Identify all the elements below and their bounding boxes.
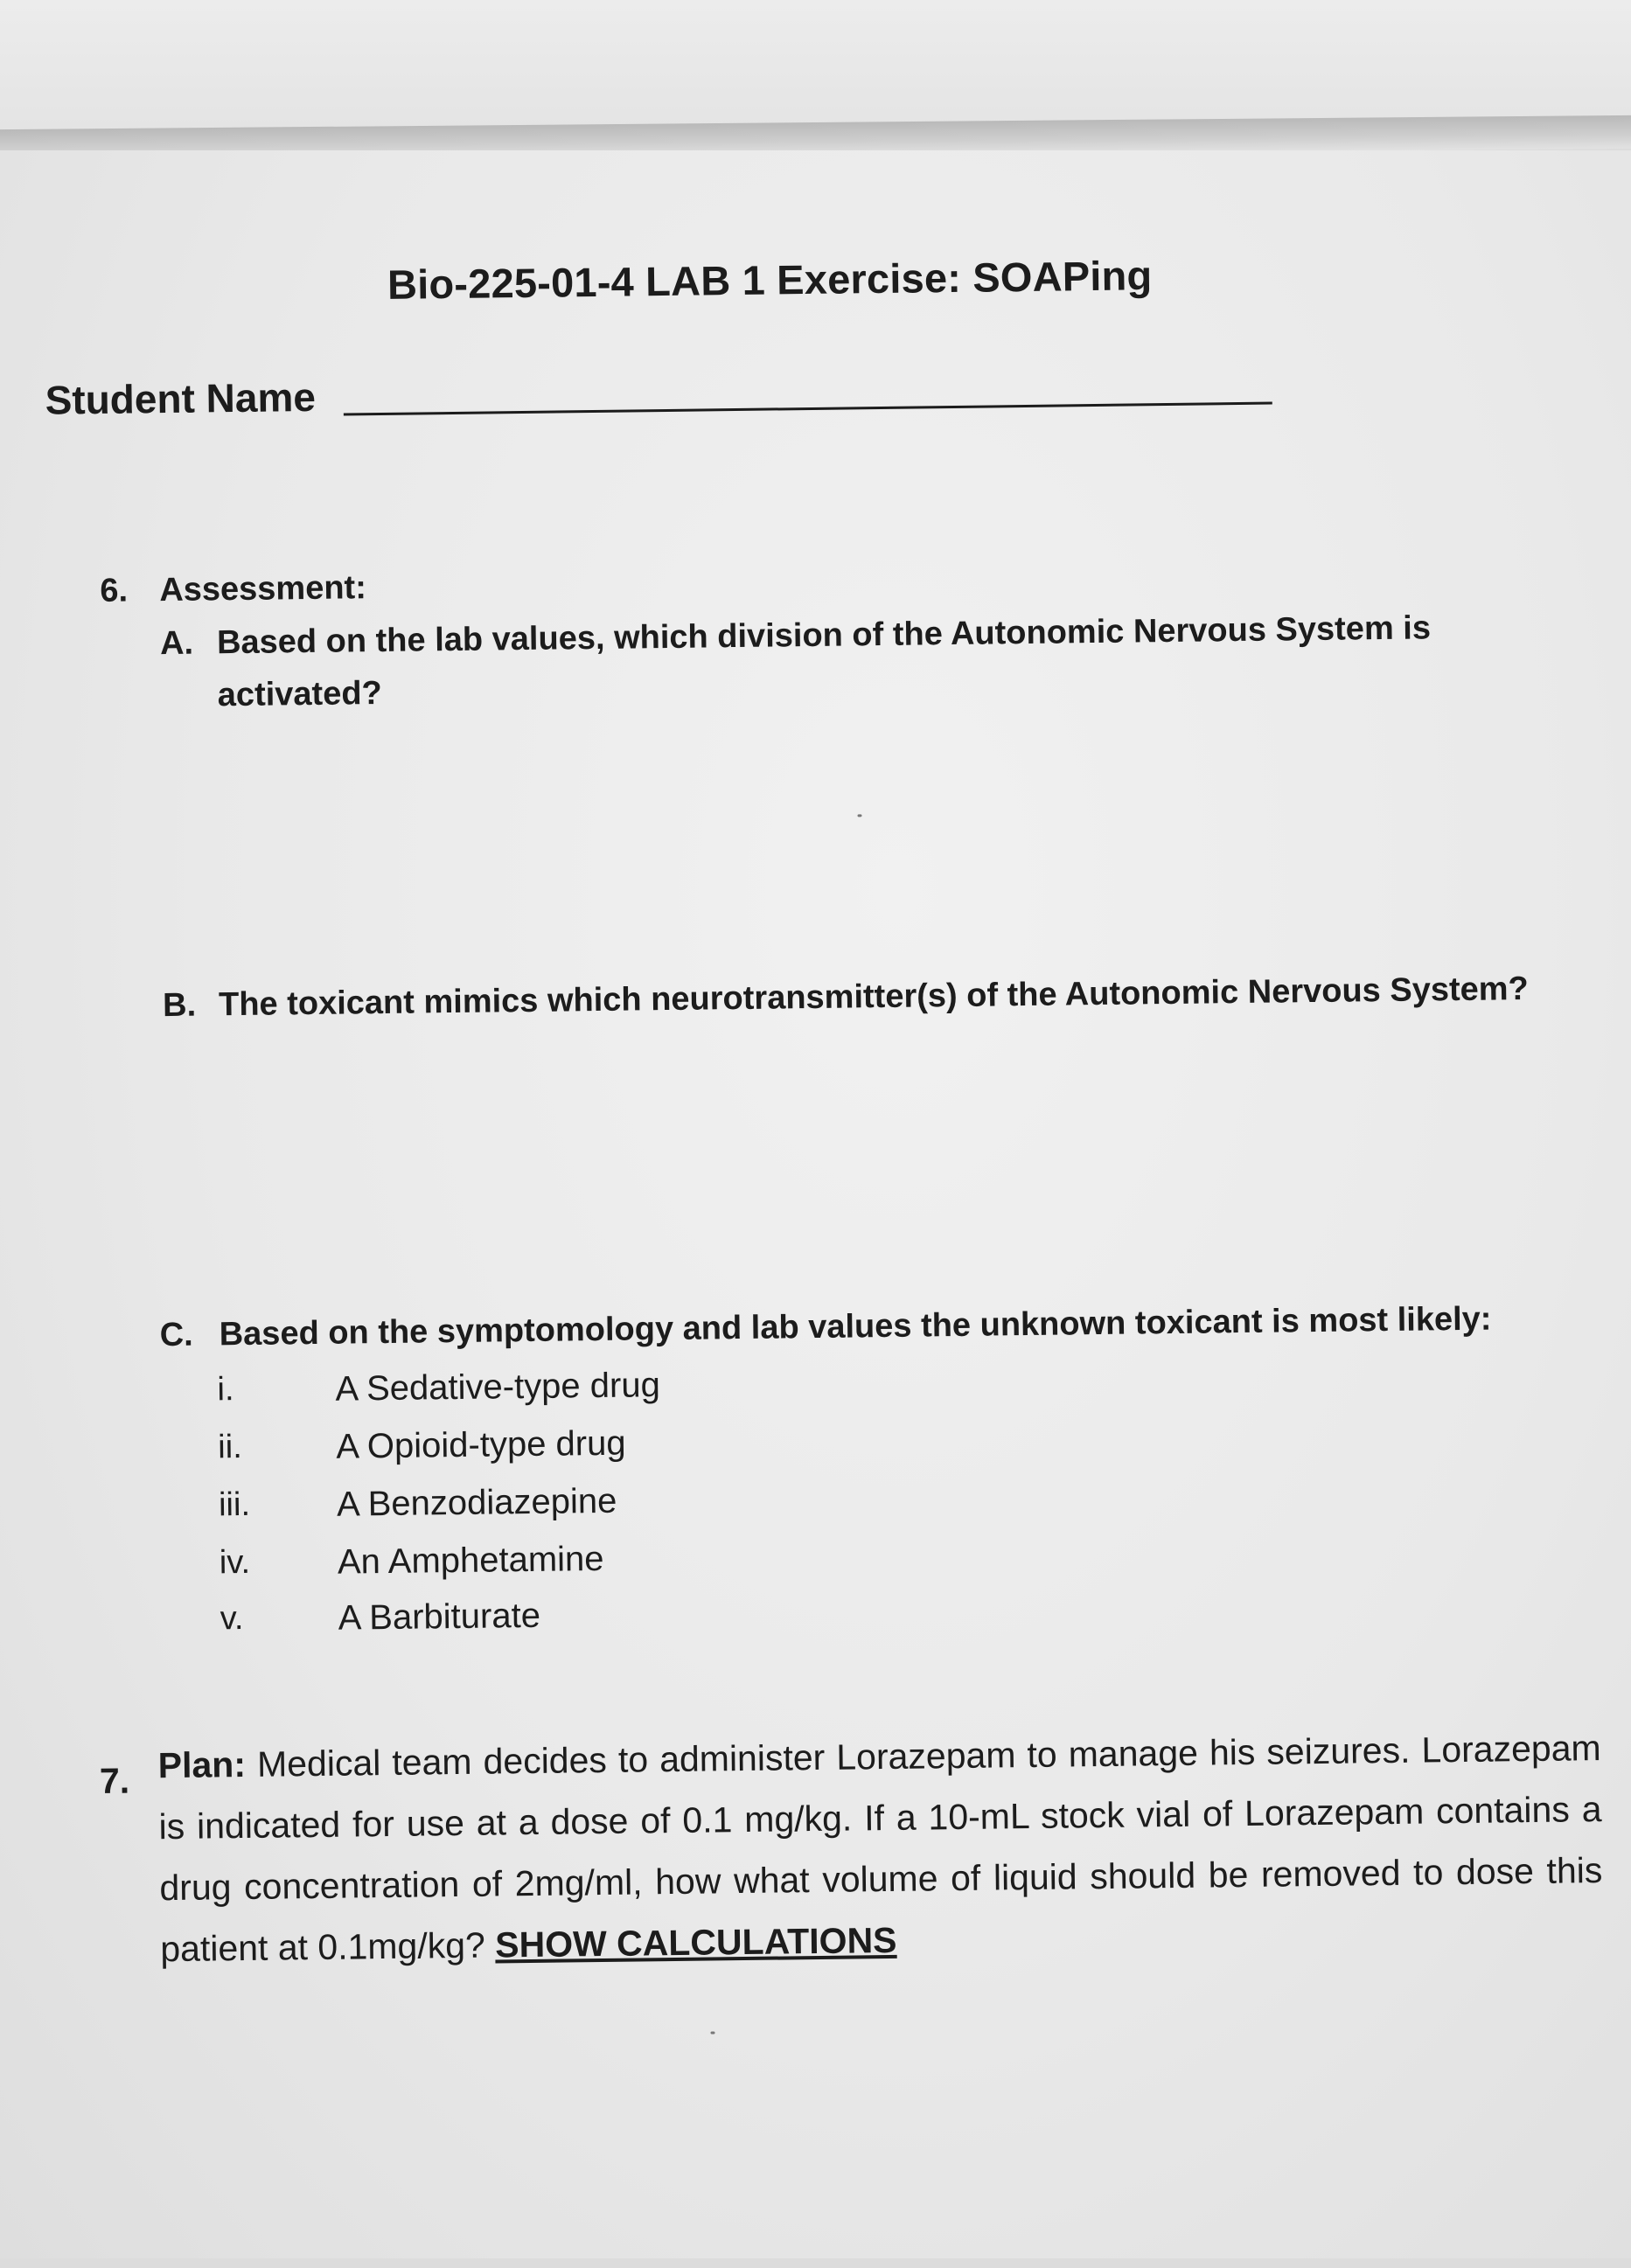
option-iv-number: iv. <box>219 1543 251 1582</box>
option-i-number: i. <box>217 1371 234 1409</box>
option-ii-text: A Opioid-type drug <box>336 1423 626 1466</box>
question-a-line-2: activated? <box>217 674 382 714</box>
option-iii-number: iii. <box>218 1485 251 1524</box>
question-b-letter: B. <box>162 986 197 1025</box>
option-v-number: v. <box>220 1600 244 1638</box>
question-a-line-1: Based on the lab values, which division of the Autonomic Nervous System is <box>216 609 1432 662</box>
plan-text: Medical team decides to administer Lorazepam to manage his seizures. Lorazepam is indicated for use at a dose of 0.1 mg/kg. If a 10-mL stock vial of Lorazepam contains a drug concentration of 2mg/ml, how what volume of liquid should be removed to dose this patient at 0.1mg/kg? <box>158 1728 1603 1970</box>
section-7-number: 7. <box>99 1760 130 1802</box>
show-calculations-emphasis: SHOW CALCULATIONS <box>494 1919 897 1965</box>
section-6-heading: Assessment: <box>159 569 367 609</box>
option-ii-number: ii. <box>218 1429 242 1466</box>
student-name-label: Student Name <box>45 373 317 423</box>
option-i-text: A Sedative-type drug <box>335 1366 661 1409</box>
worksheet-title: Bio-225-01-4 LAB 1 Exercise: SOAPing <box>387 252 1153 308</box>
question-a-letter: A. <box>159 624 194 663</box>
question-c-text: Based on the symptomology and lab values the unknown toxicant is most likely: <box>219 1300 1492 1353</box>
plan-label: Plan: <box>157 1743 247 1786</box>
section-6-number: 6. <box>100 572 129 609</box>
question-c-letter: C. <box>159 1316 193 1354</box>
paper-speck <box>858 814 862 817</box>
plan-paragraph <box>157 1717 1603 1979</box>
question-b-text: The toxicant mimics which neurotransmitter(s) of the Autonomic Nervous System? <box>218 970 1529 1024</box>
option-iv-text: An Amphetamine <box>337 1539 604 1582</box>
option-v-text: A Barbiturate <box>338 1596 541 1638</box>
paper-speck <box>710 2031 714 2034</box>
student-name-blank <box>344 402 1272 416</box>
option-iii-text: A Benzodiazepine <box>336 1481 617 1524</box>
